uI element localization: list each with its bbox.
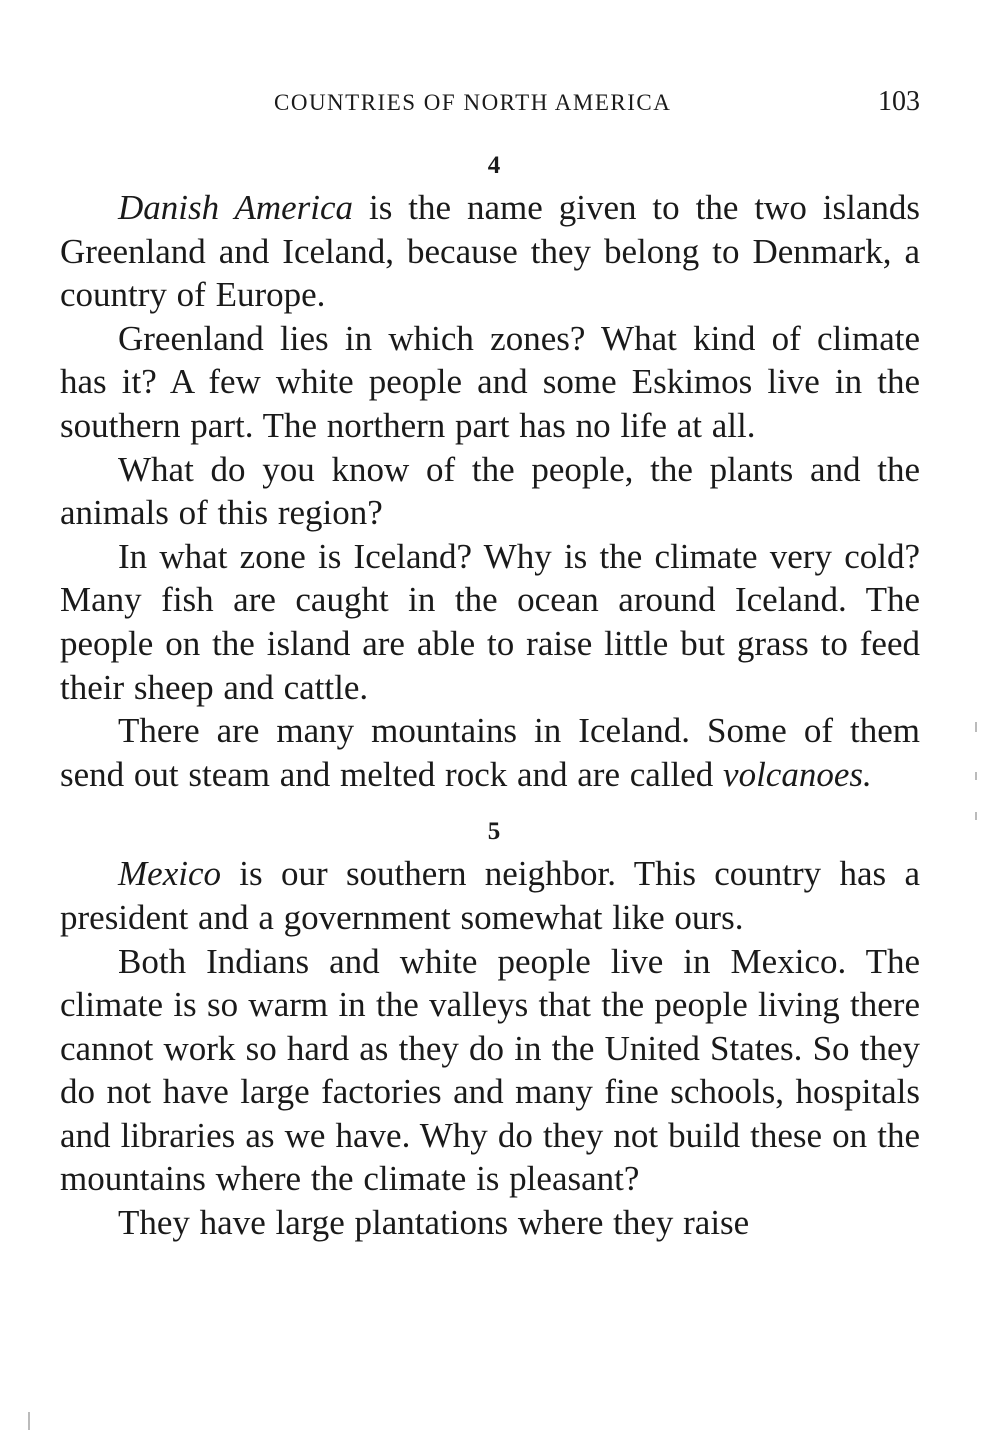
- scan-artifact: [975, 772, 977, 780]
- scan-artifact: [28, 1412, 30, 1430]
- paragraph: [60, 852, 920, 939]
- section-number: 4: [487, 152, 501, 179]
- italic-term: Mexico: [118, 854, 221, 894]
- paragraph-text: They have large plantations where they raise: [118, 1203, 750, 1243]
- paragraph: [60, 186, 920, 317]
- paragraph: [60, 940, 920, 1202]
- running-head: [60, 86, 920, 126]
- paragraph-text: Greenland lies in which zones? What kind of climate has it? A few white people and some Eskimos live in the southern part. The northern part has no life at all.: [60, 318, 920, 445]
- paragraph-text: There are many mountains in Iceland. Some of them send out steam and melted rock and are called: [60, 711, 920, 794]
- paragraph-text: is our southern neighbor. This country has a president and a government somewhat like ours.: [60, 854, 920, 937]
- paragraph: [60, 317, 920, 448]
- paragraph: [60, 535, 920, 709]
- italic-term: volcanoes.: [723, 754, 872, 794]
- running-title: COUNTRIES OF NORTH AMERICA: [274, 90, 672, 115]
- paragraph-text: Both Indians and white people live in Mexico. The climate is so warm in the valleys that the people living there cannot work so hard as they do in the United States. So they do not have large factories and many fine schools, hospitals and libraries as we have. Why do they not build these on the mountains where the climate is pleasant?: [60, 941, 920, 1199]
- paragraph-text: is the name given to the two islands Greenland and Iceland, because they belong to Denmark, a country of Europe.: [60, 188, 920, 315]
- page-number: 103: [878, 86, 920, 117]
- paragraph: [60, 448, 920, 535]
- italic-term: Danish America: [118, 188, 354, 227]
- scan-artifact: [975, 722, 977, 732]
- paragraph-text: What do you know of the people, the plants and the animals of this region?: [60, 449, 920, 533]
- paragraph: [60, 1201, 920, 1245]
- book-page: [60, 86, 920, 1245]
- scan-artifact: [975, 812, 977, 820]
- paragraph-text: In what zone is Iceland? Why is the climate very cold? Many fish are caught in the ocean around Iceland. The people on the island are able to raise little but grass to feed their sheep and cattle.: [60, 536, 920, 707]
- section-number: 5: [487, 818, 501, 846]
- paragraph: [60, 709, 920, 796]
